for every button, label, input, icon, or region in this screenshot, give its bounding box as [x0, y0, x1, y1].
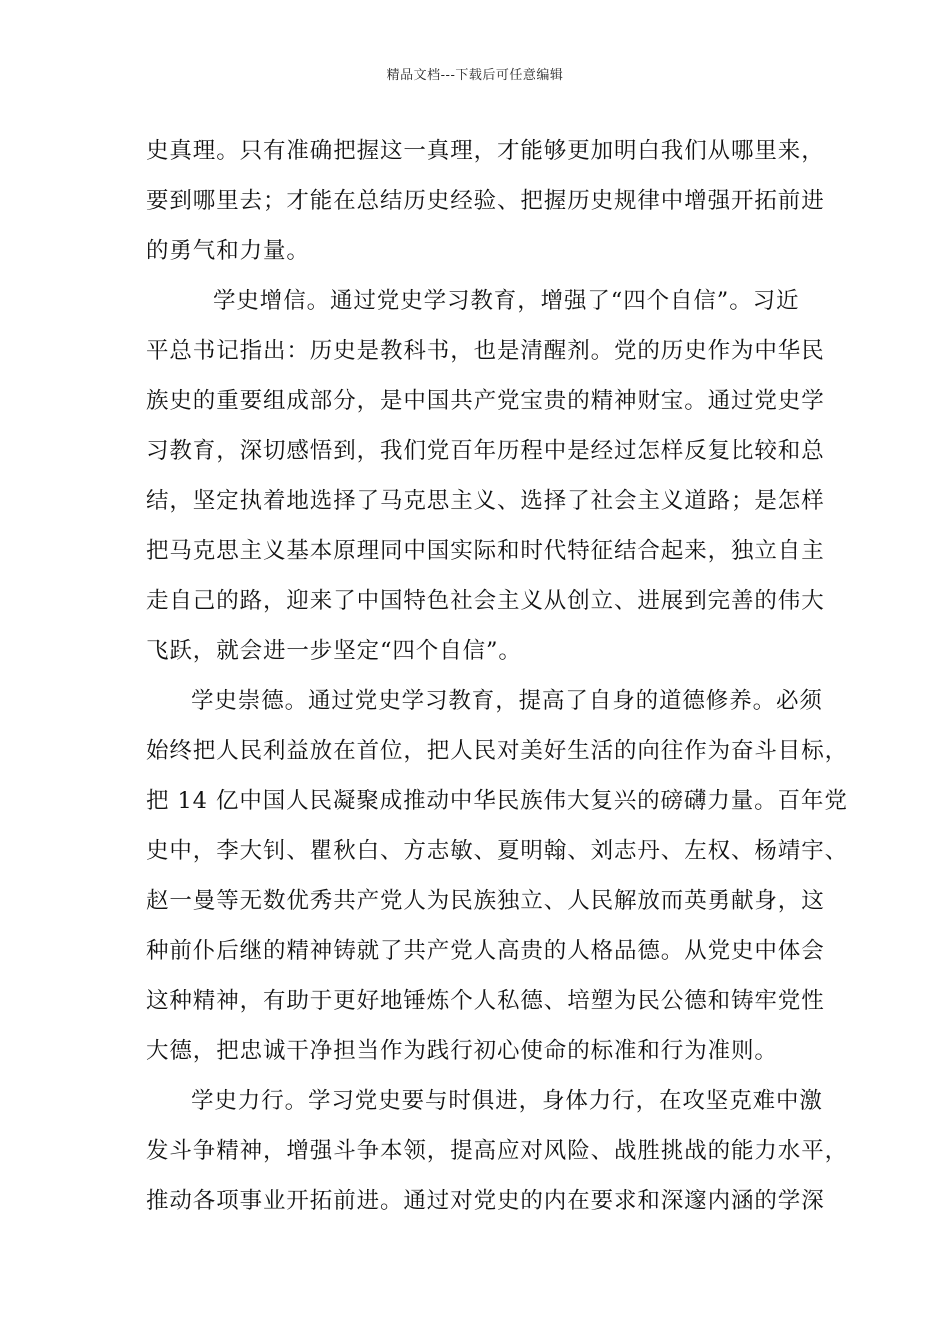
text-line: 学史崇德。通过党史学习教育，提高了自身的道德修养。必须: [191, 688, 823, 714]
text-line: 赵一曼等无数优秀共产党人为民族独立、人民解放而英勇献身，这: [146, 888, 825, 914]
page-header: 精品文档---下载后可任意编辑: [386, 68, 564, 83]
text-line: 平总书记指出：历史是教科书，也是清醒剂。党的历史作为中华民: [146, 338, 825, 364]
text-line: 学史增信。通过党史学习教育，增强了“四个自信”。习近: [213, 288, 800, 314]
paragraph-1: [146, 126, 825, 276]
text-line: 族史的重要组成部分，是中国共产党宝贵的精神财宝。通过党史学: [146, 388, 825, 414]
text-line: 把 14 亿中国人民凝聚成推动中华民族伟大复兴的磅礴力量。百年党: [146, 788, 848, 814]
text-line: 史真理。只有准确把握这一真理，才能够更加明白我们从哪里来，: [146, 138, 825, 164]
text-line: 推动各项事业开拓前进。通过对党史的内在要求和深邃内涵的学深: [146, 1188, 825, 1214]
text-line: 史中，李大钊、瞿秋白、方志敏、夏明翰、刘志丹、左权、杨靖宇、: [146, 838, 849, 864]
text-line: 把马克思主义基本原理同中国实际和时代特征结合起来，独立自主: [146, 538, 825, 564]
paragraph-4: [146, 1076, 849, 1226]
text-line: 种前仆后继的精神铸就了共产党人高贵的人格品德。从党史中体会: [146, 938, 825, 964]
text-line: 的勇气和力量。: [146, 238, 310, 264]
text-line: 这种精神，有助于更好地锤炼个人私德、培塑为民公德和铸牢党性: [146, 988, 825, 1014]
text-line: 走自己的路，迎来了中国特色社会主义从创立、进展到完善的伟大: [146, 588, 825, 614]
text-line: 始终把人民利益放在首位，把人民对美好生活的向往作为奋斗目标，: [146, 738, 849, 764]
paragraph-2: [146, 276, 825, 676]
text-line: 发斗争精神，增强斗争本领，提高应对风险、战胜挑战的能力水平，: [146, 1138, 849, 1164]
text-line: 飞跃，就会进一步坚定“四个自信”。: [146, 638, 522, 664]
text-line: 结，坚定执着地选择了马克思主义、选择了社会主义道路；是怎样: [146, 488, 825, 514]
text-line: 习教育，深切感悟到，我们党百年历程中是经过怎样反复比较和总: [146, 438, 825, 464]
paragraph-3: [146, 676, 849, 1076]
text-line: 学史力行。学习党史要与时俱进，身体力行，在攻坚克难中激: [191, 1088, 823, 1114]
text-line: 大德，把忠诚干净担当作为践行初心使命的标准和行为准则。: [146, 1038, 778, 1064]
text-line: 要到哪里去；才能在总结历史经验、把握历史规律中增强开拓前进: [146, 188, 825, 214]
